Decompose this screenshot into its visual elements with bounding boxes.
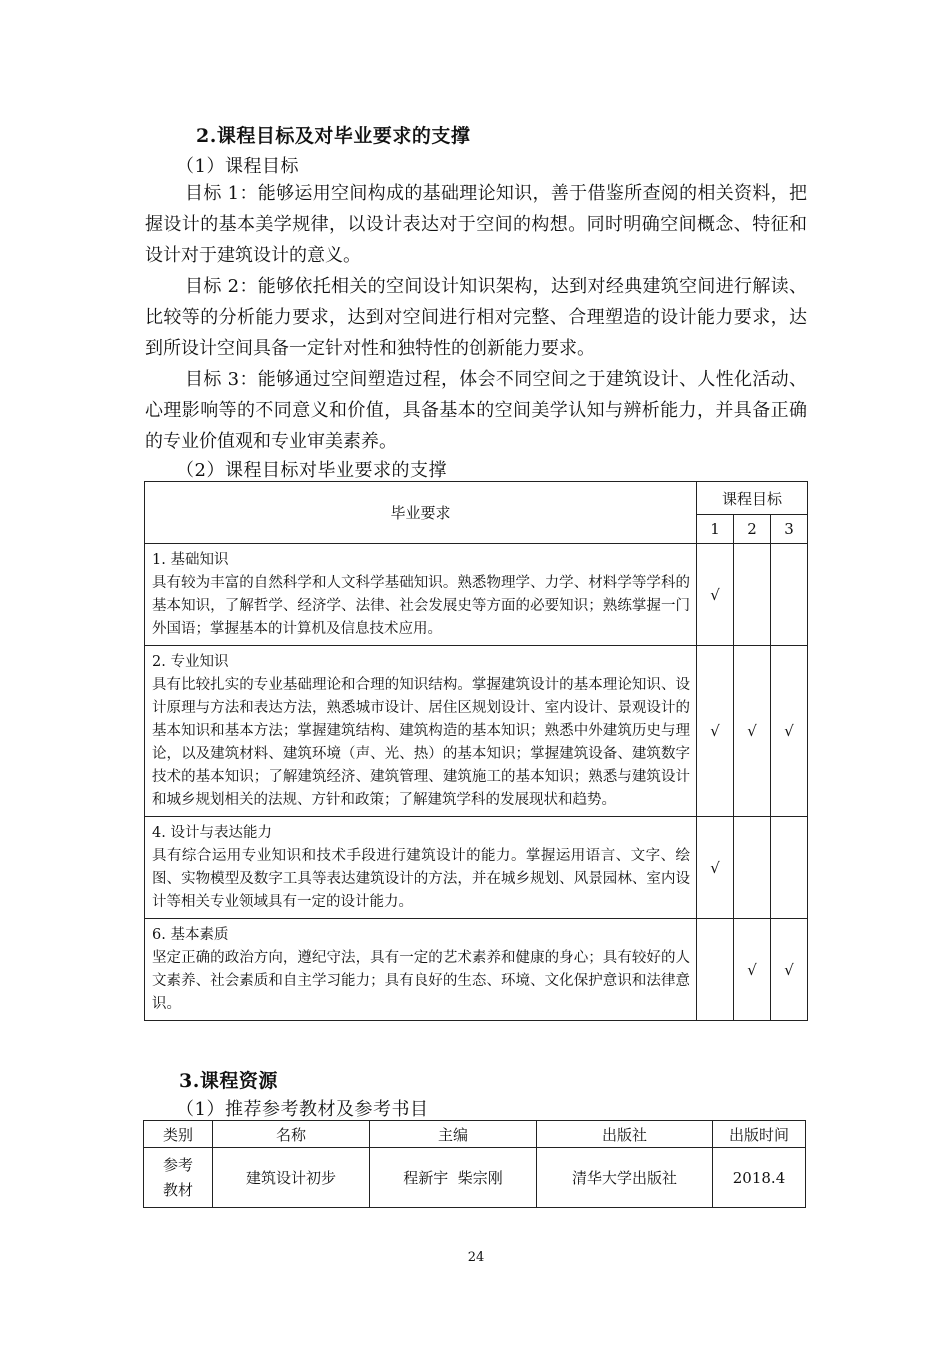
header-category: 类别 [144, 1121, 213, 1148]
support-mark [734, 544, 771, 646]
requirement-title: 2. 专业知识 [152, 654, 229, 670]
support-mark: √ [697, 646, 734, 817]
header-publish-date: 出版时间 [713, 1121, 806, 1148]
header-course-goal: 课程目标 [697, 482, 808, 515]
table-row [144, 1148, 806, 1208]
book-editor: 程新宇 柴宗刚 [370, 1148, 537, 1208]
header-name: 名称 [213, 1121, 370, 1148]
table-row [145, 544, 808, 646]
book-name: 建筑设计初步 [213, 1148, 370, 1208]
objective-1: 目标 1：能够运用空间构成的基础理论知识，善于借鉴所查阅的相关资料，把握设计的基本美学规律，以设计表达对于空间的构想。同时明确空间概念、特征和设计对于建筑设计的意义。 [145, 183, 807, 266]
reference-book-table [143, 1120, 806, 1208]
requirement-title: 4. 设计与表达能力 [152, 825, 272, 841]
header-goal-3: 3 [771, 515, 808, 544]
requirement-title: 6. 基本素质 [152, 927, 229, 943]
support-mark: √ [734, 646, 771, 817]
support-mark: √ [697, 544, 734, 646]
reference-books-subheading: （1）推荐参考教材及参考书目 [176, 1099, 429, 1120]
support-subheading: （2）课程目标对毕业要求的支撑 [176, 460, 447, 481]
header-goal-1: 1 [697, 515, 734, 544]
support-mark: √ [697, 817, 734, 919]
support-mark [734, 817, 771, 919]
book-publisher: 清华大学出版社 [537, 1148, 713, 1208]
header-graduation-requirement: 毕业要求 [145, 482, 697, 544]
support-mark [697, 919, 734, 1021]
table-row [145, 646, 808, 817]
book-publish-date: 2018.4 [713, 1148, 806, 1208]
page-number: 24 [467, 1250, 485, 1265]
section-2-heading: 2.课程目标及对毕业要求的支撑 [196, 125, 471, 147]
requirement-cell [145, 817, 697, 919]
book-category-line-1: 参考 [162, 1155, 193, 1174]
objective-2: 目标 2：能够依托相关的空间设计知识架构，达到对经典建筑空间进行解读、比较等的分析能力要求，达到对空间进行相对完整、合理塑造的设计能力要求，达到所设计空间具备一定针对性和独特性的创新能力要求。 [145, 276, 807, 359]
requirement-cell [145, 646, 697, 817]
requirement-body: 具有比较扎实的专业基础理论和合理的知识结构。掌握建筑设计的基本理论知识、设计原理与方法和表达方法，熟悉城市设计、居住区规划设计、室内设计、景观设计的基本知识和基本方法；掌握建筑结构、建筑构造的基本知识；熟悉中外建筑历史与理论，以及建筑材料、建筑环境（声、光、热）的基本知识；掌握建筑设备、建筑数字技术的基本知识；了解建筑经济、建筑管理、建筑施工的基本知识；熟悉与建筑设计和城乡规划相关的法规、方针和政策；了解建筑学科的发展现状和趋势。 [152, 677, 690, 808]
requirement-body: 具有较为丰富的自然科学和人文科学基础知识。熟悉物理学、力学、材料学等学科的基本知识，了解哲学、经济学、法律、社会发展史等方面的必要知识；熟练掌握一门外国语；掌握基本的计算机及信息技术应用。 [152, 575, 690, 637]
requirement-cell [145, 544, 697, 646]
book-category [144, 1148, 213, 1208]
support-mark: √ [771, 646, 808, 817]
table-row [145, 817, 808, 919]
header-goal-2: 2 [734, 515, 771, 544]
support-mark: √ [771, 919, 808, 1021]
requirement-cell [145, 919, 697, 1021]
course-objectives-subheading: （1）课程目标 [176, 156, 299, 177]
table-row [145, 919, 808, 1021]
graduation-support-table [144, 481, 808, 1021]
support-mark: √ [734, 919, 771, 1021]
requirement-title: 1. 基础知识 [152, 552, 229, 568]
header-publisher: 出版社 [537, 1121, 713, 1148]
requirement-body: 坚定正确的政治方向，遵纪守法，具有一定的艺术素养和健康的身心；具有较好的人文素养、社会素质和自主学习能力；具有良好的生态、环境、文化保护意识和法律意识。 [152, 950, 690, 1012]
support-mark [771, 817, 808, 919]
book-category-line-2: 教材 [162, 1180, 193, 1199]
objectives-text [145, 178, 807, 457]
header-editor: 主编 [370, 1121, 537, 1148]
section-3-heading: 3.课程资源 [179, 1070, 278, 1092]
requirement-body: 具有综合运用专业知识和技术手段进行建筑设计的能力。掌握运用语言、文字、绘图、实物模型及数字工具等表达建筑设计的方法，并在城乡规划、风景园林、室内设计等相关专业领域具有一定的设计能力。 [152, 848, 690, 910]
support-mark [771, 544, 808, 646]
objective-3: 目标 3：能够通过空间塑造过程，体会不同空间之于建筑设计、人性化活动、心理影响等的不同意义和价值，具备基本的空间美学认知与辨析能力，并具备正确的专业价值观和专业审美素养。 [145, 369, 807, 452]
